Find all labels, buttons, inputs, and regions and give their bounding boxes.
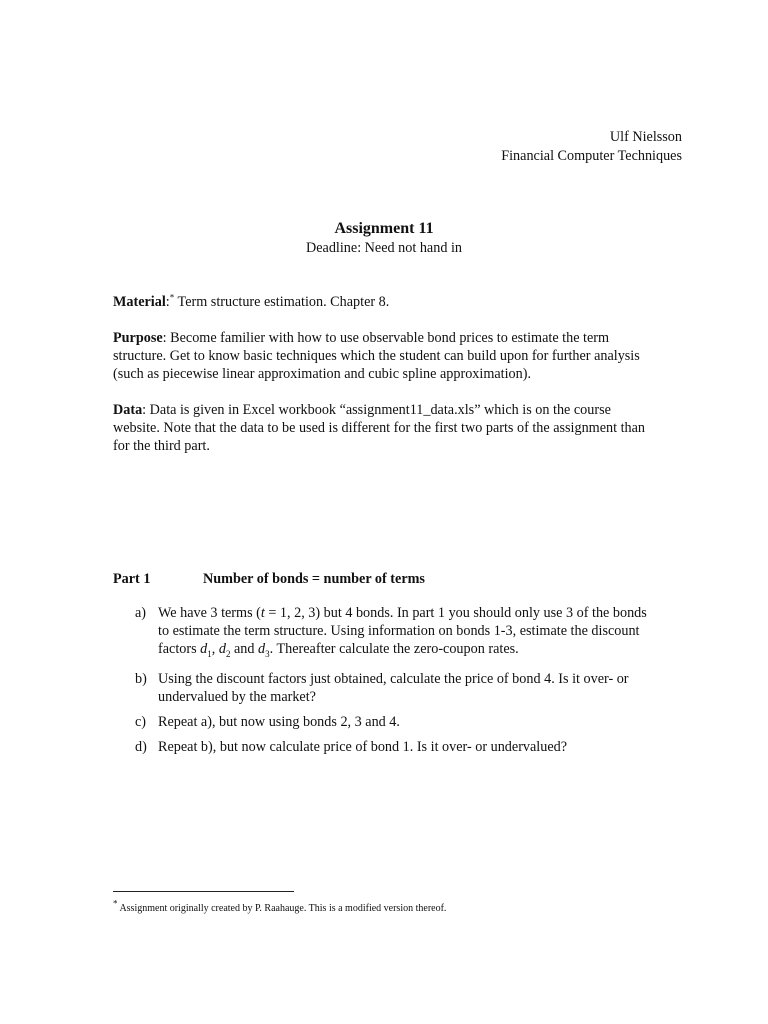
item-marker: b) <box>135 670 147 687</box>
title-block <box>0 219 768 257</box>
item-marker: a) <box>135 605 147 621</box>
material-paragraph <box>113 293 658 311</box>
list-item <box>135 738 655 756</box>
part1-title: Number of bonds = number of terms <box>203 571 425 587</box>
item-text: Using the discount factors just obtained, calculate the price of bond 4. Is it over- or undervalued by the market? <box>158 670 629 705</box>
material-text: Term structure estimation. Chapter 8. <box>174 294 390 310</box>
item-text: Repeat a), but now using bonds 2, 3 and 4. <box>158 713 400 730</box>
item-marker: d) <box>135 738 147 755</box>
list-item <box>135 604 655 663</box>
footnote-reference: * <box>169 292 175 303</box>
footnote-text: Assignment originally created by P. Raahauge. This is a modified version thereof. <box>117 903 447 914</box>
footnote-mark: * <box>113 898 118 909</box>
part1-task-list <box>135 604 655 763</box>
list-item <box>135 670 655 706</box>
item-marker: c) <box>135 713 147 730</box>
data-text: : Data is given in Excel workbook “assignment11_data.xls” which is on the course website. Note that the data to be used is different for the first two parts of the assignment than for the third part. <box>113 402 646 454</box>
footnote-divider <box>113 891 294 892</box>
course-name: Financial Computer Techniques <box>501 147 682 164</box>
item-text: Repeat b), but now calculate price of bond 1. Is it over- or undervalued? <box>158 738 568 755</box>
data-paragraph <box>113 401 658 455</box>
list-item <box>135 713 655 731</box>
material-colon: : <box>165 294 170 310</box>
purpose-paragraph <box>113 329 658 383</box>
purpose-text: : Become familier with how to use observable bond prices to estimate the term structure. Get to know basic techniques which the student can build upon for further analysis (such as piecewise linear approximation and cubic spline approximation). <box>113 330 640 382</box>
data-label: Data <box>113 402 143 418</box>
footnote <box>113 898 447 915</box>
purpose-label: Purpose <box>113 330 163 346</box>
assignment-title: Assignment 11 <box>334 220 434 237</box>
part1-number: Part 1 <box>113 571 151 587</box>
author-name: Ulf Nielsson <box>609 129 682 145</box>
author-block <box>501 128 682 165</box>
material-label: Material <box>113 294 166 310</box>
part1-heading <box>113 570 425 588</box>
item-text: We have 3 terms (t = 1, 2, 3) but 4 bonds. In part 1 you should only use 3 of the bonds to estimate the term structure. Using information on bonds 1-3, estimate the discount factors $d_1$, $d_2$ and $d_3$. Thereafter calculate the zero-coupon rates. <box>158 605 647 659</box>
deadline-text: Deadline: Need not hand in <box>305 240 462 256</box>
